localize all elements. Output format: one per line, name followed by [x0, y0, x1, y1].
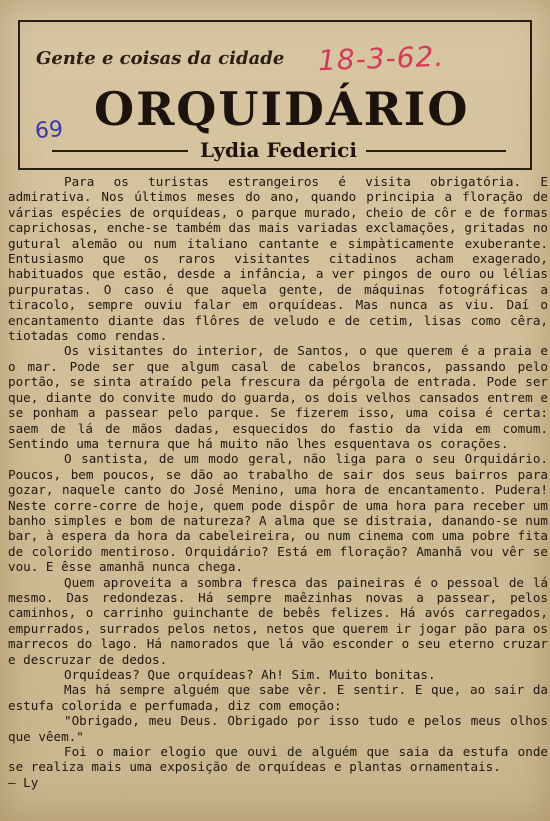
paragraph: Mas há sempre alguém que sabe vêr. E sentir. E que, ao sair da estufa colorida e perfumada, diz com emoção:: [8, 682, 548, 713]
byline-rule-right: [366, 150, 506, 152]
paragraph: Para os turistas estrangeiros é visita obrigatória. E admirativa. Nos últimos meses do ano, quando principia a floração de várias espécies de orquídeas, o parque murado, cheio de côr e de formas caprichosas, enche-se também das mais variadas exclamações, gritadas no gutural alemão ou num italiano cantante e simpàticamente exuberante. Entusiasmo que os raros visitantes citadinos acham exagerado, habituados que estão, desde a infância, a ver pingos de ouro ou lélias purpuratas. O caso é que aquela gente, de máquinas fotográficas a tiracolo, sempre ouviu falar em orquídeas. Mas nunca as viu. Daí o encantamento diante das flôres de veludo e de cetim, lisas como cêra, tiotadas como rendas.: [8, 174, 548, 344]
quote-paragraph: "Obrigado, meu Deus. Obrigado por isso tudo e pelos meus olhos que vêem.": [8, 713, 548, 744]
byline-rule-left: [52, 150, 188, 152]
handwritten-number: 69: [34, 117, 64, 144]
paragraph: Orquídeas? Que orquídeas? Ah! Sim. Muito bonitas.: [64, 667, 436, 682]
paragraph: O santista, de um modo geral, não liga para o seu Orquidário. Poucos, bem poucos, se dão ao trabalho de sair dos seus bairros para gozar, naquele canto do José Menino, uma hora de encantamento. Pudera! Neste corre-corre de hoje, quem pode dispôr de uma hora para receber um banho simples e bom de natureza? A alma que se distraia, danando-se num bar, à espera da hora da cabeleireira, ou num cinema com uma pobre fita de colorido mentiroso. Orquidário? Está em floração? Amanhã vou vêr se vou. E êsse amanhã nunca chega.: [8, 451, 548, 575]
handwritten-date: 18-3-62.: [317, 39, 445, 78]
paragraph: Quem aproveita a sombra fresca das paineiras é o pessoal de lá mesmo. Das redondezas. Há sempre maêzinhas novas a passear, pelos caminhos, o carrinho guinchante de bebês felizes. Há avós carregados, empurrados, surrados pelos netos, netos que querem ir jogar pão para os marrecos do lago. Há namorados que lá vão esconder o seu eterno cruzar e descruzar de dedos.: [8, 574, 548, 667]
section-kicker: Gente e coisas da cidade: [36, 48, 285, 69]
article-title: ORQUIDÁRIO: [94, 82, 470, 136]
paragraph: Os visitantes do interior, de Santos, o que querem é a praia e o mar. Pode ser que algum casal de cabelos brancos, passando pelo portão, se sinta atraído pela frescura da pérgola de entrada. Pode ser que, diante do convite mudo do guarda, os dois velhos cansados entrem e se ponham a passear pelo parque. Se fizerem isso, uma coisa é certa: saem de lá de mãos dadas, esquecidos do fastio da vida em comum. Sentindo uma ternura que há muito não lhes esquentava os corações.: [8, 343, 548, 451]
article-body: [8, 174, 548, 790]
paragraph: Foi o maior elogio que ouvi de alguém que saia da estufa onde se realiza mais uma exposição de orquídeas e plantas ornamentais.: [8, 744, 548, 775]
author-byline: Lydia Federici: [200, 138, 357, 162]
signature: — Ly: [8, 774, 39, 790]
